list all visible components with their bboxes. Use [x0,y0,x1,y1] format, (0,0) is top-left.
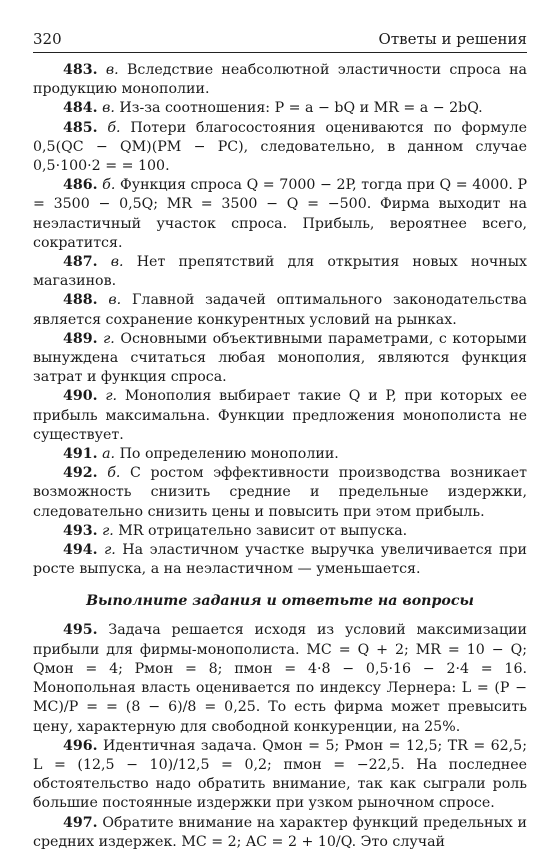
answer-item [33,522,527,541]
answer-item [33,61,527,99]
item-text: MR отрицательно зависит от выпуска. [118,522,408,539]
answer-letter: в. [110,254,124,271]
item-number: 496. [63,737,98,754]
answer-item [33,541,527,579]
item-text: По определению монополии. [119,446,339,463]
answer-item [33,737,527,814]
solutions-list [33,621,527,851]
item-number: 492. [63,465,98,482]
answer-item [33,814,527,852]
item-text: Вследствие неабсолютной эластичности спроса на продукцию монополии. [33,62,527,98]
answer-letter: г. [104,542,116,559]
answer-item [33,445,527,464]
item-number: 489. [63,330,98,347]
item-text: Потери благосостояния оцениваются по формуле 0,5(QC − QM)(PM − PC), следовательно, в данном случае 0,5·100·2 = = 100. [33,119,528,175]
page-header [33,30,527,53]
answer-letter: г. [105,388,118,405]
item-text: Нет препятствий для открытия новых ночных магазинов. [33,254,527,290]
item-text: Основными объективными параметрами, с которыми вынуждена считаться любая монополия, являются функция затрат и функция спроса. [33,330,527,386]
answer-letter: г. [103,330,115,347]
answer-letter: б. [102,177,116,194]
item-number: 486. [63,177,98,194]
item-text: Из-за соотношения: P = a − bQ и MR = a − 2bQ. [119,100,483,117]
answer-letter: б. [107,119,121,136]
item-text: Обратите внимание на характер функций предельных и средних издержек. MC = 2; AC = 2 + 10/Q. Это случай [33,814,527,850]
item-number: 484. [63,100,98,117]
item-text: На эластичном участке выручка увеличивается при росте выпуска, а на неэластичном — уменьшается. [33,542,527,578]
item-number: 494. [63,542,98,559]
answer-item [33,387,527,445]
answer-item [33,119,527,177]
answer-item [33,291,527,329]
answer-letter: в. [108,292,122,309]
item-text: Главной задачей оптимального законодательства является сохранение конкурентных условий на рынках. [33,292,527,328]
item-number: 483. [63,62,98,78]
answers-list [33,61,527,579]
item-text: Функция спроса Q = 7000 − 2P, тогда при Q = 4000. P = 3500 − 0,5Q; MR = 3500 − Q = −500. Фирма выходит на неэластичный участок спроса. Прибыль, вероятнее всего, сократится. [33,177,527,251]
answer-item [33,99,527,118]
item-text: Монополия выбирает такие Q и P, при которых ее прибыль максимальна. Функции предложения монополиста не существует. [33,388,527,443]
item-number: 491. [63,446,98,463]
answer-letter: в. [102,100,115,117]
item-text: Идентичная задача. Qмон = 5; Pмон = 12,5; TR = 62,5; L = (12,5 − 10)/12,5 = 0,2; πмон = −22,5. На последнее обстоятельство надо обратить внимание, так как сыграли роль большие постоянные издержки при узком рыночном спросе. [33,737,527,812]
item-number: 490. [63,388,98,405]
page-number: 320 [33,30,62,48]
running-head: Ответы и решения [378,30,527,48]
item-number: 487. [63,254,98,271]
answer-item [33,330,527,388]
answer-item [33,621,527,736]
answer-letter: а. [102,446,116,463]
item-number: 485. [63,119,98,136]
answer-letter: в. [105,62,119,78]
answer-item [33,253,527,291]
answer-item [33,464,527,522]
item-number: 497. [63,814,98,831]
answer-item [33,176,527,253]
item-number: 495. [63,622,98,639]
item-text: С ростом эффективности производства возникает возможность снизить средние и предельные издержки, следовательно снизить цены и повысить при этом прибыль. [33,465,527,520]
answer-letter: б. [107,465,121,482]
section-heading: Выполните задания и ответьте на вопросы [86,593,474,610]
item-text: Задача решается исходя из условий максимизации прибыли для фирмы-монополиста. MC = Q + 2; MR = 10 − Q; Qмон = 4; Pмон = 8; πмон = 4·8 − 0,5·16 − 2·4 = 16. Монопольная власть оценивается по индексу Лернера: L = (P − MC)/P = = (8 − 6)/8 = 0,25. То есть фирма может превысить цену, характерную для свободной конкуренции, на 25%. [33,622,527,735]
book-page [33,30,527,852]
item-number: 493. [63,522,98,539]
answer-letter: г. [102,522,114,539]
item-number: 488. [63,292,98,309]
